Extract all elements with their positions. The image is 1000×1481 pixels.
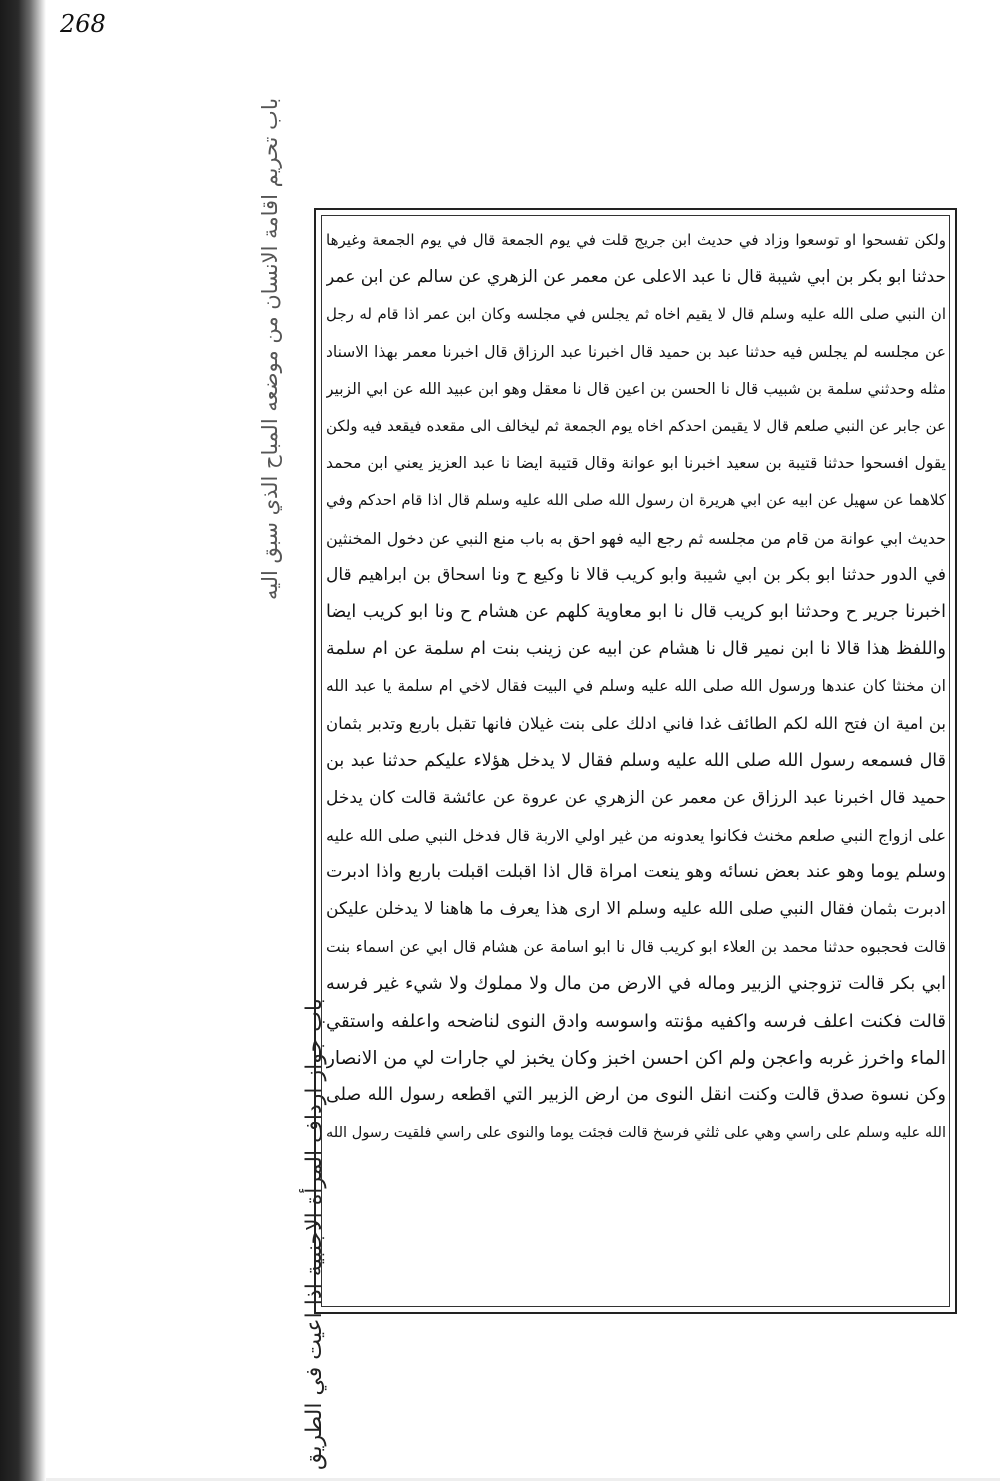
text-line: الله عليه وسلم على راسي وهي على ثلثي فرسخ قالت فجئت يوما والنوى على راسي فلقيت رسول الله [326, 1124, 946, 1141]
text-line: ولكن تفسحوا او توسعوا وزاد في حديث ابن جريج قلت في يوم الجمعة قال في يوم الجمعة وغيرها [326, 231, 946, 249]
text-line: مثله وحدثني سلمة بن شبيب قال نا الحسن بن اعين قال نا معقل وهو ابن عبيد الله عن ابي الزبير [326, 379, 946, 398]
page-number: 268 [60, 10, 106, 38]
margin-chapter-heading-upper: باب تحريم اقامة الانسان من موضعه المباح الذي سبق اليه [258, 97, 282, 600]
text-line: على ازواج النبي صلعم مخنث فكانوا يعدونه من غير اولي الاربة قال فدخل النبي صلى الله عليه [326, 826, 946, 845]
text-line: ادبرت بثمان فقال النبي صلى الله عليه وسلم الا ارى هذا يعرف ما هاهنا لا يدخلن عليكن [326, 899, 946, 920]
text-line: قال فسمعه رسول الله صلى الله عليه وسلم فقال لا يدخل هؤلاء عليكم حدثنا عبد بن [326, 750, 946, 771]
text-line: حدثنا ابو بكر بن ابي شيبة قال نا عبد الاعلى عن معمر عن الزهري عن سالم عن ابن عمر [326, 267, 946, 288]
text-line: اخبرنا جرير ح وحدثنا ابو كريب قال نا ابو معاوية كلهم عن هشام ح ونا ابو كريب ايضا [326, 601, 946, 622]
book-binding-shadow [0, 0, 46, 1481]
text-line: عن مجلسه لم يجلس فيه حدثنا عبد بن حميد قال اخبرنا عبد الرزاق قال اخبرنا معمر بهذا الاسناد [326, 342, 946, 361]
text-line: يقول افسحوا حدثنا قتيبة بن سعيد اخبرنا ابو عوانة وقال قتيبة ايضا نا عبد العزيز يعني ابن محمد [326, 454, 946, 473]
text-line: قالت فكنت اعلف فرسه واكفيه مؤنته واسوسه وادق النوى لناضحه واعلفه واستقي [326, 1010, 946, 1032]
text-line: ان مخنثا كان عندها ورسول الله صلى الله عليه وسلم في البيت فقال لاخي ام سلمة يا عبد الله [326, 677, 946, 696]
text-line: كلاهما عن سهيل عن ابيه عن ابي هريرة ان رسول الله صلى الله عليه وسلم قال اذا قام احدكم وفي [326, 491, 946, 510]
text-line: قالت فحجبوه حدثنا محمد بن العلاء ابو كريب قال نا ابو اسامة عن هشام قال ابي عن اسماء بنت [326, 937, 946, 956]
text-line: واللفظ هذا قالا نا ابن نمير قال نا هشام عن ابيه عن زينب بنت ام سلمة عن ام سلمة [326, 639, 946, 660]
text-line: وكن نسوة صدق قالت وكنت انقل النوى من ارض الزبير التي اقطعه رسول الله صلى [326, 1085, 946, 1106]
text-line: ان النبي صلى الله عليه وسلم قال لا يقيم اخاه ثم يجلس في مجلسه وكان ابن عمر اذا قام له رجل [326, 305, 946, 324]
text-line: وسلم يوما وهو عند بعض نسائه وهو ينعت امراة قال اذا اقبلت اقبلت باربع واذا ادبرت [326, 862, 946, 883]
text-line: بن امية ان فتح الله لكم الطائف غدا فاني ادلك على بنت غيلان فانها تقبل باربع وتدبر بثمان [326, 714, 946, 734]
text-line: الماء واخرز غربه واعجن ولم اكن احسن اخبز وكان يخبز لي جارات لي من الانصار [326, 1048, 946, 1070]
text-line: ابي بكر قالت تزوجني الزبير وماله في الارض من مال ولا مملوك ولا شيء غير فرسه [326, 973, 946, 994]
margin-chapter-heading-lower: باب جواز ارداف المرأة الاجنبية اذا اعيت في الطريق [302, 998, 327, 1470]
text-line: حديث ابي عوانة من قام من مجلسه ثم رجع اليه فهو احق به باب منع النبي عن دخول المخنثين [326, 528, 946, 548]
text-line: حميد قال اخبرنا عبد الرزاق عن معمر عن الزهري عن عروة عن عائشة قالت كان يدخل [326, 787, 946, 808]
manuscript-text-block [326, 222, 946, 1302]
text-line: عن جابر عن النبي صلعم قال لا يقيمن احدكم اخاه يوم الجمعة ثم ليخالف الى مقعده فيقعد فيه ولكن [326, 416, 946, 435]
text-line: في الدور حدثنا ابو بكر بن ابي شيبة وابو كريب قالا نا وكيع ح ونا اسحاق بن ابراهيم قال [326, 564, 946, 585]
